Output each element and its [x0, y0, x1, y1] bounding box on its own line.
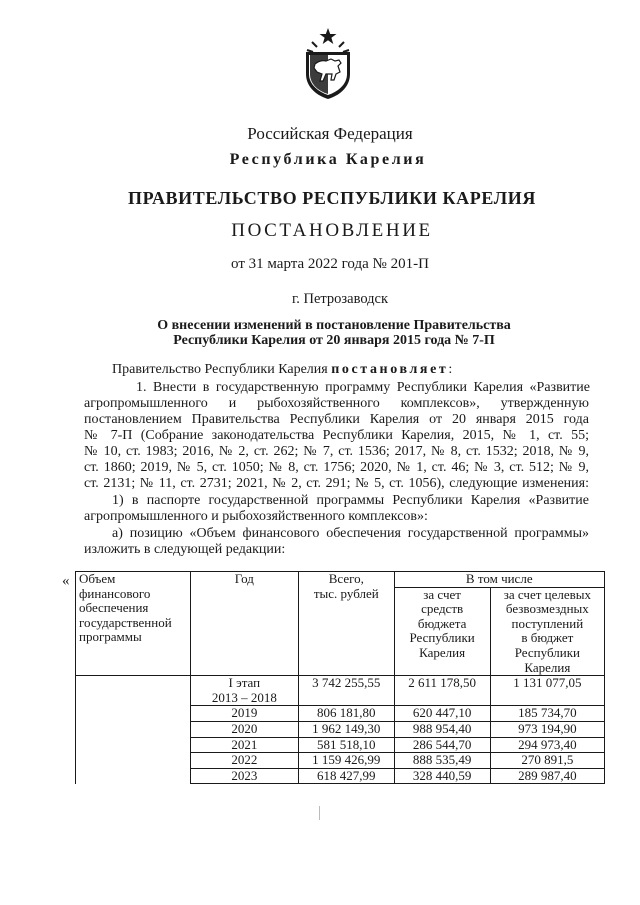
table-row: [76, 676, 605, 706]
row-total: 3 742 255,55: [299, 676, 394, 706]
row-grants: 1 131 077,05: [490, 676, 604, 706]
body-line: ст. 1860; 2019, № 5, ст. 1050; № 8, ст. 1756; 2020, № 1, ст. 46; № 3, ст. 512; № 9,: [84, 460, 589, 475]
body-line: постановлением Правительства Республики Карелия от 20 января 2015 года: [84, 412, 589, 427]
row-total: 581 518,10: [299, 737, 394, 753]
city: г. Петрозаводск: [291, 291, 389, 307]
row-budget: 988 954,40: [394, 721, 490, 737]
intro-paragraph: [112, 362, 452, 377]
row-grants: 270 891,5: [490, 753, 604, 769]
country-heading: Российская Федерация: [247, 124, 413, 143]
republic-heading: Республика Карелия: [229, 151, 427, 168]
body-line: 1. Внести в государственную программу Республики Карелия «Развитие: [136, 380, 590, 395]
row-grants: 973 194,90: [490, 721, 604, 737]
intro-text: Правительство Республики Карелия: [112, 362, 332, 377]
government-heading: ПРАВИТЕЛЬСТВО РЕСПУБЛИКИ КАРЕЛИЯ: [128, 188, 536, 208]
intro-keyword: постановляет: [331, 362, 449, 377]
header-year: Год: [190, 572, 299, 676]
body-line: изложить в следующей редакции:: [84, 542, 286, 557]
header-grants: за счет целевых безвозмездных поступлений в бюджет Республики Карелия: [490, 587, 604, 676]
header-budget: за счет средств бюджета Республики Карелия: [394, 587, 490, 676]
row-year: 2019: [190, 706, 299, 722]
row-budget: 620 447,10: [394, 706, 490, 722]
row-year: 2021: [190, 737, 299, 753]
financing-table: [75, 571, 605, 784]
header-total: Всего, тыс. рублей: [299, 572, 394, 676]
header-including: В том числе: [394, 572, 605, 588]
body-line: № 10, ст. 1983; 2016, № 2, ст. 262; № 7, ст. 1536; 2017, № 8, ст. 1532; 2018, № 9,: [84, 444, 589, 459]
subject-line-1: О внесении изменений в постановление Правительства: [157, 318, 511, 333]
body-line: агропромышленного и рыбохозяйственного комплексов»:: [84, 509, 428, 524]
row-budget: 2 611 178,50: [394, 676, 490, 706]
body-line: а) позицию «Объем финансового обеспечения государственной программы»: [112, 526, 589, 541]
row-year: 2020: [190, 721, 299, 737]
row-total: 806 181,80: [299, 706, 394, 722]
karelia-coat-of-arms-icon: [298, 28, 358, 100]
row-year: 2023: [190, 768, 299, 784]
subject-line-2: Республики Карелия от 20 января 2015 года № 7-П: [173, 333, 495, 348]
empty-cell: [76, 676, 191, 784]
body-line: № 7-П (Собрание законодательства Республики Карелия, 2015, № 1, ст. 55;: [84, 428, 589, 443]
table-header-row: [76, 572, 605, 588]
body-line: 1) в паспорте государственной программы Республики Карелия «Развитие: [112, 493, 589, 508]
row-year: I этап 2013 – 2018: [190, 676, 299, 706]
row-grants: 185 734,70: [490, 706, 604, 722]
intro-colon: :: [448, 362, 453, 377]
body-line: ст. 2131; № 11, ст. 2731; 2021, № 2, ст. 291; № 5, ст. 1056), следующие изменения:: [84, 476, 589, 491]
row-budget: 328 440,59: [394, 768, 490, 784]
row-grants: 289 987,40: [490, 768, 604, 784]
document-type-heading: ПОСТАНОВЛЕНИЕ: [231, 220, 433, 241]
row-total: 1 159 426,99: [299, 753, 394, 769]
body-line: агропромышленного и рыбохозяйственного комплексов», утвержденную: [84, 396, 589, 411]
scan-mark: [319, 806, 320, 820]
row-year: 2022: [190, 753, 299, 769]
date-number: от 31 марта 2022 года № 201-П: [231, 256, 429, 272]
opening-quote: «: [62, 573, 70, 589]
row-budget: 888 535,49: [394, 753, 490, 769]
row-budget: 286 544,70: [394, 737, 490, 753]
row-total: 1 962 149,30: [299, 721, 394, 737]
row-grants: 294 973,40: [490, 737, 604, 753]
row-total: 618 427,99: [299, 768, 394, 784]
header-object: Объем финансового обеспечения государственной программы: [76, 572, 191, 676]
document-subject: [14, 318, 640, 348]
